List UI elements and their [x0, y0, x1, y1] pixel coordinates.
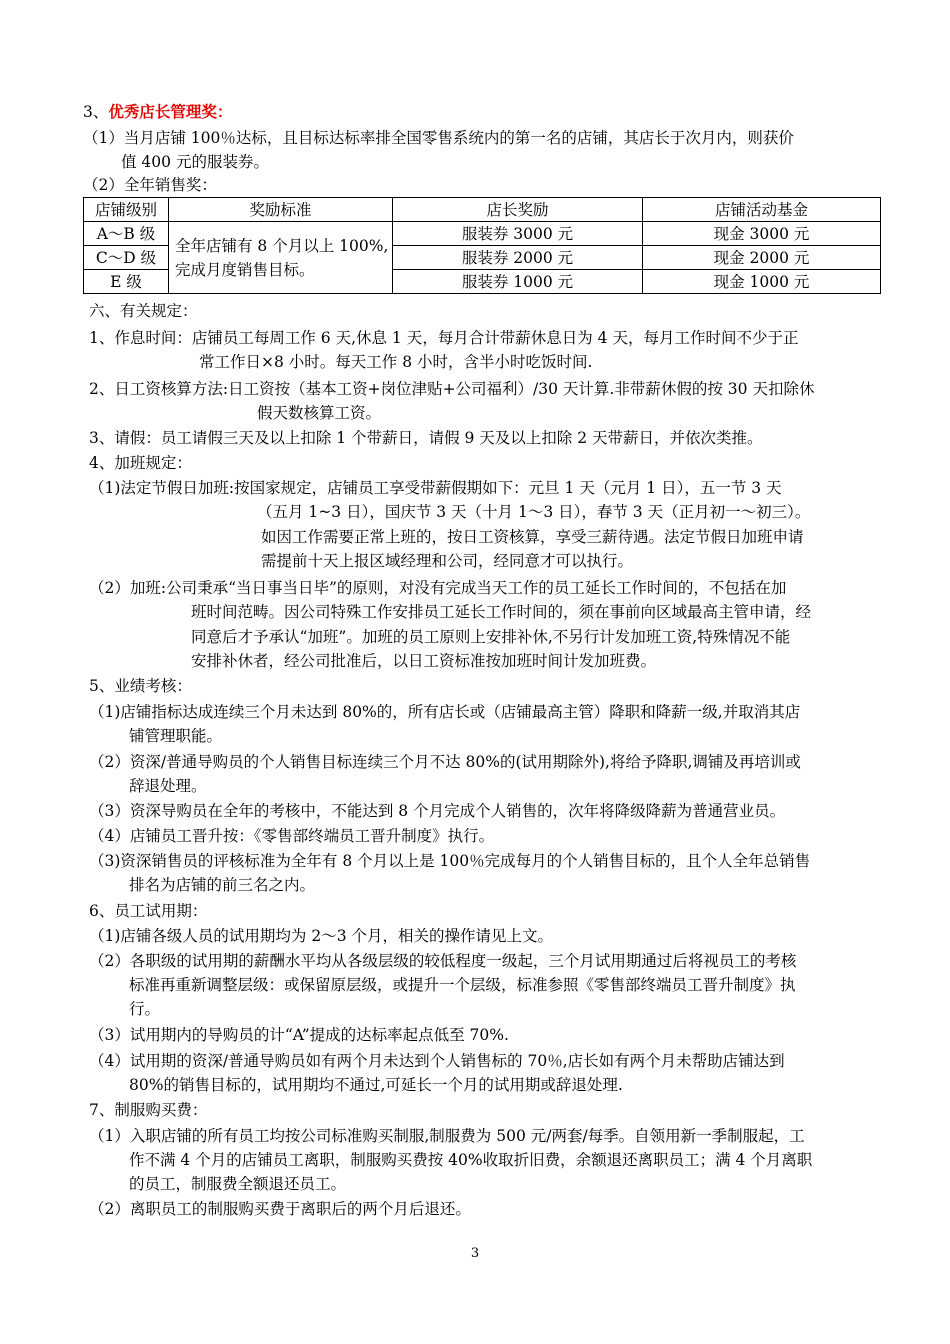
rule-6: 6、员工试用期： — [89, 902, 208, 920]
rule-7: 7、制服购买费： — [89, 1101, 208, 1119]
cell-level: C～D 级 — [84, 246, 169, 270]
table-row — [84, 222, 881, 246]
rule-5-2-cont: 辞退处理。 — [129, 777, 207, 795]
rule-4-2-cont-2: 同意后才予承认“加班”。加班的员工原则上安排补休,不另行计发加班工资,特殊情况不能 — [191, 628, 791, 646]
section-3-item-1-cont: 值 400 元的服装券。 — [121, 153, 269, 171]
rule-5-3: （3）资深导购员在全年的考核中，不能达到 8 个月完成个人销售的，次年将降级降薪为普通营业员。 — [89, 802, 786, 820]
rule-4-1-cont-3: 需提前十天上报区域经理和公司，经同意才可以执行。 — [261, 552, 634, 570]
rule-7-1: （1）入职店铺的所有员工均按公司标准购买制服,制服费为 500 元/两套/每季。自领用新一季制服起，工 — [89, 1127, 805, 1145]
rule-5: 5、业绩考核： — [89, 677, 192, 695]
rule-6-1: （1)店铺各级人员的试用期均为 2～3 个月，相关的操作请见上文。 — [89, 927, 553, 945]
rule-6-4: （4）试用期的资深/普通导购员如有两个月未达到个人销售标的 70％,店长如有两个月未帮助店铺达到 — [89, 1052, 785, 1070]
rule-5-1: （1)店铺指标达成连续三个月未达到 80%的，所有店长或（店铺最高主管）降职和降薪一级,并取消其店 — [89, 703, 801, 721]
header-standard: 奖励标准 — [169, 198, 393, 222]
rule-1-cont: 常工作日×8 小时。每天工作 8 小时，含半小时吃饭时间. — [199, 353, 593, 371]
rule-4-2-cont-3: 安排补休者，经公司批准后，以日工资标准按加班时间计发加班费。 — [191, 652, 657, 670]
rule-2-cont: 假天数核算工资。 — [257, 404, 382, 422]
rule-2: 2、日工资核算方法:日工资按（基本工资+岗位津贴+公司福利）/30 天计算.非带薪休假的按 30 天扣除休 — [89, 380, 815, 398]
rule-4-2: （2）加班:公司秉承“当日事当日毕”的原则，对没有完成当天工作的员工延长工作时间的，不包括在加 — [89, 579, 787, 597]
table-header-row — [84, 198, 881, 222]
cell-manager-reward: 服装券 3000 元 — [393, 222, 643, 246]
standard-line-2: 完成月度销售目标。 — [175, 260, 315, 279]
rule-5-1-cont: 铺管理职能。 — [129, 727, 223, 745]
rule-4-1-cont-1: （五月 1~3 日），国庆节 3 天（十月 1～3 日），春节 3 天（正月初一～初三）。 — [257, 503, 811, 521]
rule-5-5: （3)资深销售员的评核标准为全年有 8 个月以上是 100％完成每月的个人销售目标的，且个人全年总销售 — [89, 852, 811, 870]
section-3-item-2: （2）全年销售奖： — [83, 176, 217, 194]
rule-7-1-cont-2: 的员工，制服费全额退还员工。 — [129, 1175, 347, 1193]
header-level: 店铺级别 — [84, 198, 169, 222]
standard-line-1: 全年店铺有 8 个月以上 100%, — [175, 236, 389, 255]
rule-4: 4、加班规定： — [89, 454, 192, 472]
rule-7-1-cont-1: 作不满 4 个月的店铺员工离职，制服购买费按 40%收取折旧费，余额退还离职员工；满 4 个月离职 — [129, 1151, 813, 1169]
rule-7-2: （2）离职员工的制服购买费于离职后的两个月后退还。 — [89, 1200, 471, 1218]
rule-5-2: （2）资深/普通导购员的个人销售目标连续三个月不达 80%的(试用期除外),将给予降职,调铺及再培训或 — [89, 753, 801, 771]
cell-manager-reward: 服装券 1000 元 — [393, 270, 643, 294]
cell-manager-reward: 服装券 2000 元 — [393, 246, 643, 270]
rule-5-4: （4）店铺员工晋升按：《零售部终端员工晋升制度》执行。 — [89, 827, 495, 845]
section-3-number: 3、 — [83, 103, 109, 121]
rule-3: 3、请假：员工请假三天及以上扣除 1 个带薪日，请假 9 天及以上扣除 2 天带薪日，并依次类推。 — [89, 429, 763, 447]
rule-6-4-cont: 80%的销售目标的，试用期均不通过,可延长一个月的试用期或辞退处理. — [129, 1076, 623, 1094]
section-3-heading — [83, 100, 232, 124]
cell-activity-fund: 现金 3000 元 — [643, 222, 881, 246]
section-3-title: 优秀店长管理奖： — [108, 102, 233, 121]
cell-standard — [169, 222, 393, 294]
rule-1: 1、作息时间：店铺员工每周工作 6 天,休息 1 天，每月合计带薪休息日为 4 天，每月工作时间不少于正 — [89, 329, 799, 347]
reward-table — [83, 197, 881, 294]
cell-level: A～B 级 — [84, 222, 169, 246]
header-manager-reward: 店长奖励 — [393, 198, 643, 222]
rule-6-2-cont-2: 行。 — [129, 1000, 161, 1018]
cell-activity-fund: 现金 2000 元 — [643, 246, 881, 270]
cell-level: E 级 — [84, 270, 169, 294]
page-number: 3 — [470, 1246, 480, 1261]
cell-activity-fund: 现金 1000 元 — [643, 270, 881, 294]
section-3-item-1: （1）当月店铺 100％达标，且目标达标率排全国零售系统内的第一名的店铺，其店长于次月内，则获价 — [83, 129, 794, 147]
rule-4-1-cont-2: 如因工作需要正常上班的，按日工资核算，享受三薪待遇。法定节假日加班申请 — [261, 528, 804, 546]
rule-6-2-cont-1: 标准再重新调整层级：或保留原层级，或提升一个层级，标准参照《零售部终端员工晋升制度》执 — [129, 976, 796, 994]
rule-6-2: （2）各职级的试用期的薪酬水平均从各级层级的较低程度一级起，三个月试用期通过后将视员工的考核 — [89, 952, 797, 970]
rules-heading: 六、有关规定： — [89, 302, 198, 320]
rule-4-2-cont-1: 班时间范畴。因公司特殊工作安排员工延长工作时间的，须在事前向区域最高主管申请，经 — [191, 603, 812, 621]
header-activity-fund: 店铺活动基金 — [643, 198, 881, 222]
rule-4-1: （1)法定节假日加班:按国家规定，店铺员工享受带薪假期如下：元旦 1 天（元月 1 日），五一节 3 天 — [89, 479, 782, 497]
rule-6-3: （3）试用期内的导购员的计“A”提成的达标率起点低至 70%. — [89, 1026, 509, 1044]
rule-5-5-cont: 排名为店铺的前三名之内。 — [129, 876, 316, 894]
